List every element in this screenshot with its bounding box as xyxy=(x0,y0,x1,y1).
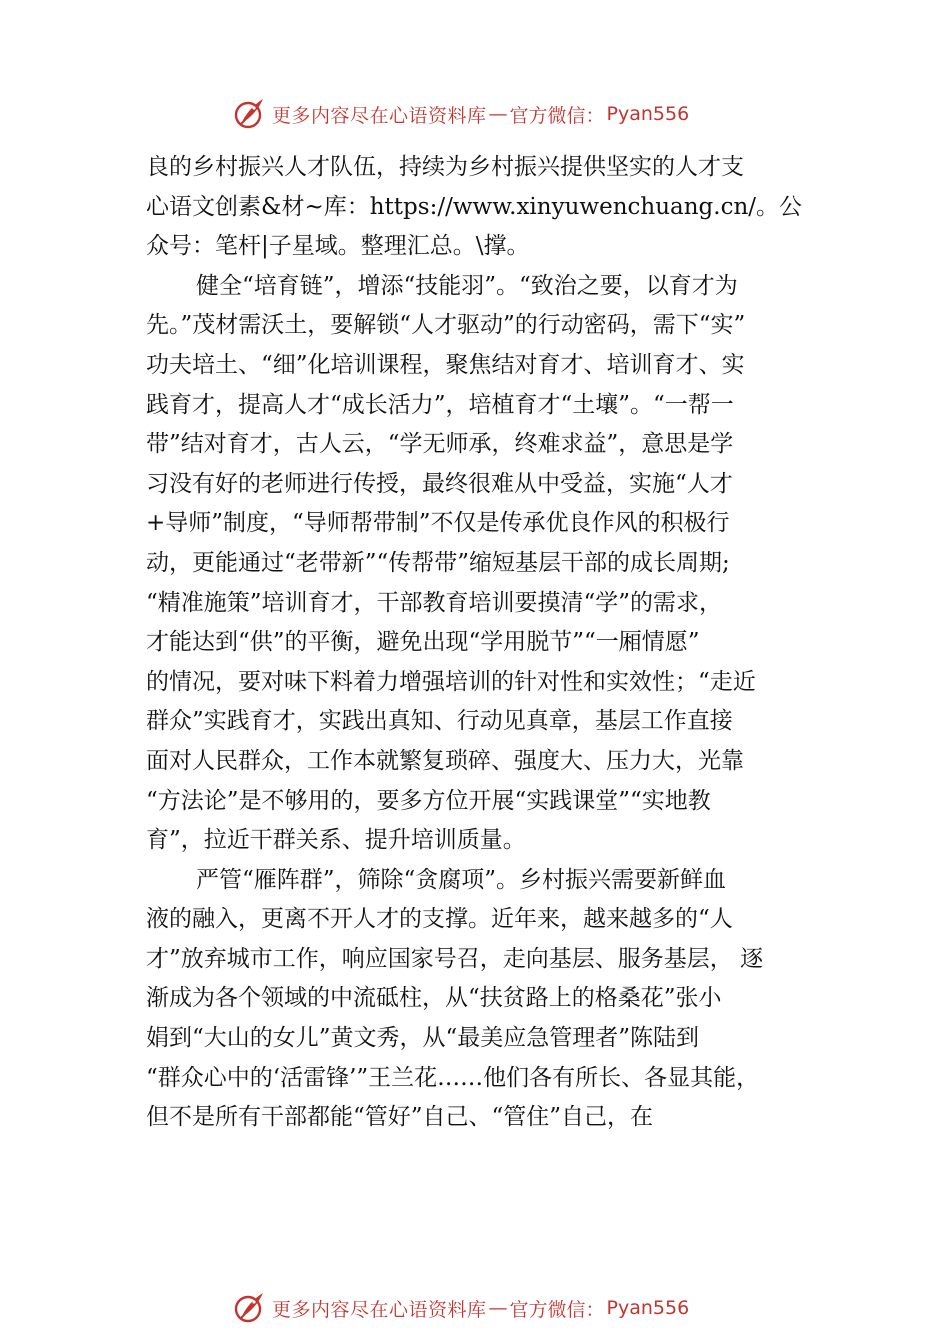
paragraph-1 xyxy=(146,148,832,267)
text-line: 众号：笔杆|子星域。整理汇总。\撑。 xyxy=(146,233,530,260)
text-line: 液的融入，更离不开人才的支撑。近年来，越来越多的“人 xyxy=(146,906,733,933)
text-line: 严管“雁阵群”，筛除“贪腐项”。乡村振兴需要新鲜血 xyxy=(196,866,727,893)
text-line: 才能达到“供”的平衡，避免出现“学用脱节”“一厢情愿” xyxy=(146,629,700,656)
text-line: 习没有好的老师进行传授，最终很难从中受益，实施“人才 xyxy=(146,470,733,497)
text-line: 带”结对育才，古人云，“学无师承，终难求益”，意思是学 xyxy=(146,431,734,458)
quill-logo-icon xyxy=(232,96,268,132)
text-line: 心语文创素&材~库：https://www.xinyuwenchuang.cn/。公 xyxy=(146,193,803,220)
text-line: 面对人民群众，工作本就繁复琐碎、强度大、压力大，光靠 xyxy=(146,747,744,774)
text-line: 的情况，要对味下料着力增强培训的针对性和实效性；“走近 xyxy=(146,668,756,695)
banner-wechat-label: 官方微信： xyxy=(509,1298,605,1321)
text-line: “方法论”是不够用的，要多方位开展“实践课堂”“实地教 xyxy=(146,787,711,814)
text-line: “群众心中的‘活雷锋’”王兰花……他们各有所长、各显其能， xyxy=(146,1064,760,1091)
text-line: 功夫培土、“细”化培训课程，聚焦结对育才、培训育才、实 xyxy=(146,351,745,378)
banner-text: 更多内容尽在心语资料库 xyxy=(272,104,487,127)
text-line: 群众”实践育才，实践出真知、行动见真章，基层工作直接 xyxy=(146,708,733,735)
text-line: 践育才，提高人才“成长活力”，培植育才“土壤”。“一帮一 xyxy=(146,391,734,418)
text-line: 渐成为各个领域的中流砥柱，从“扶贫路上的格桑花”张小 xyxy=(146,985,722,1012)
banner-dash: — xyxy=(488,103,508,125)
footer-banner xyxy=(232,1290,689,1326)
text-line: 育”，拉近干群关系、提升培训质量。 xyxy=(146,827,526,854)
text-line: 才”放弃城市工作，响应国家号召，走向基层、服务基层， 逐 xyxy=(146,945,764,972)
text-line: 先。”茂材需沃土，要解锁“人才驱动”的行动密码，需下“实” xyxy=(146,312,746,339)
banner-dash: — xyxy=(488,1297,508,1319)
text-line: 但不是所有干部都能“管好”自己、“管住”自己，在 xyxy=(146,1104,654,1131)
paragraph-2 xyxy=(146,267,832,861)
document-body xyxy=(146,148,832,1138)
header-banner xyxy=(232,96,689,132)
text-line: “精准施策”培训育才，干部教育培训要摸清“学”的需求， xyxy=(146,589,723,616)
quill-logo-icon xyxy=(232,1290,268,1326)
banner-wechat-id: Pyan556 xyxy=(606,1297,690,1319)
banner-wechat-id: Pyan556 xyxy=(606,103,690,125)
paragraph-3 xyxy=(146,861,832,1138)
text-line: 动，更能通过“老带新”“传帮带”缩短基层干部的成长周期; xyxy=(146,549,730,576)
text-line: 健全“培育链”，增添“技能羽”。“致治之要，以育才为 xyxy=(196,272,738,299)
banner-wechat-label: 官方微信： xyxy=(509,104,605,127)
text-line: 娟到“大山的女儿”黄文秀，从“最美应急管理者”陈陆到 xyxy=(146,1025,700,1052)
banner-text: 更多内容尽在心语资料库 xyxy=(272,1298,487,1321)
text-line: 良的乡村振兴人才队伍，持续为乡村振兴提供坚实的人才支 xyxy=(146,154,744,180)
text-line: +导师”制度，“导师帮带制”不仅是传承优良作风的积极行 xyxy=(146,510,730,537)
